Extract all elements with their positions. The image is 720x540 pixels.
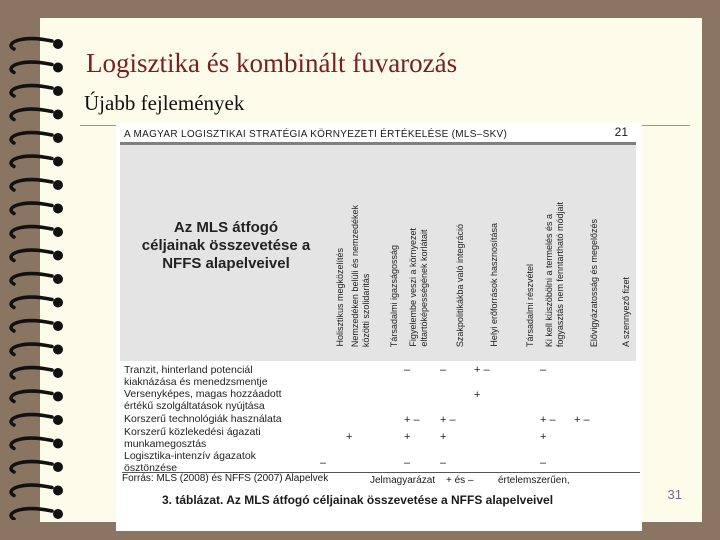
column-header — [564, 167, 600, 347]
legend-symbol: + és – — [446, 475, 474, 486]
box-title-line: Az MLS átfogó — [173, 219, 279, 236]
table-cell-value: + — [346, 431, 353, 443]
spiral-hole — [53, 251, 63, 261]
spiral-hole — [53, 274, 63, 284]
spiral-ring — [11, 62, 52, 72]
legend-label: Jelmagyarázat — [370, 475, 436, 486]
spiral-ring — [11, 297, 52, 307]
table-box-title — [136, 219, 316, 273]
table-caption: 3. táblázat. Az MLS átfogó céljainak összevetése a NFFS alapelveivel — [162, 493, 554, 507]
legend-text: értelemszerűen, — [498, 475, 570, 486]
column-header-text: Elővigyázatosság és megelőzés — [589, 218, 599, 347]
spiral-hole — [53, 392, 63, 402]
spiral-ring — [11, 227, 52, 237]
spiral-hole — [53, 180, 63, 190]
box-title-line: NFFS alapelveivel — [162, 255, 290, 272]
row-label: Logisztika-intenzív ágazatok ösztönzése — [124, 450, 256, 474]
column-header-text: Társadalmi igazságosság — [389, 244, 399, 347]
spiral-hole — [53, 133, 63, 143]
spiral-ring — [11, 509, 52, 519]
table-cell-value: + — [404, 431, 411, 443]
spiral-hole — [53, 298, 63, 308]
table-cell-value: – — [320, 457, 327, 469]
spiral-hole — [53, 439, 63, 449]
column-header-text: Társadalmi részvétel — [525, 263, 535, 347]
spiral-binding-icon — [0, 20, 78, 520]
spiral-hole — [53, 321, 63, 331]
spiral-ring — [11, 368, 52, 378]
column-header-text: Nemzedéken belüli és nemzedékek közötti szolidaritás — [350, 204, 371, 347]
spiral-ring — [11, 321, 52, 331]
table-cell-value: + — [474, 389, 481, 401]
spiral-hole — [53, 462, 63, 472]
row-label: Korszerű közlekedési ágazati munkamegosztás — [124, 426, 261, 450]
spiral-hole — [53, 509, 63, 519]
column-header — [530, 167, 566, 347]
scan-header: A MAGYAR LOGISZTIKAI STRATÉGIA KÖRNYEZETI ÉRTÉKELÉSE (MLS–SKV) — [124, 129, 508, 140]
column-header — [430, 167, 466, 347]
spiral-hole — [53, 227, 63, 237]
spiral-ring — [11, 415, 52, 425]
slide-page-number: 31 — [667, 487, 682, 502]
table-cell-value: + – — [474, 364, 490, 376]
column-header-text: Szakpolitikákba való integráció — [455, 223, 465, 347]
table-cell-value: – — [404, 364, 411, 376]
box-title-line: céljainak összevetése a — [141, 237, 311, 254]
table-cell-value: – — [540, 457, 547, 469]
spiral-ring — [11, 180, 52, 190]
table-cell-value: – — [404, 457, 411, 469]
slide — [40, 18, 702, 522]
row-label: Tranzit, hinterland potenciál kiaknázása és menedzsmentje — [124, 364, 268, 388]
spiral-hole — [53, 204, 63, 214]
spiral-hole — [53, 86, 63, 96]
table-cell-value: – — [540, 364, 547, 376]
table-cell-value: + — [440, 431, 447, 443]
spiral-hole — [53, 415, 63, 425]
spiral-hole — [53, 110, 63, 120]
table-cell-value: + — [540, 431, 547, 443]
table-source: Forrás: MLS (2008) és NFFS (2007) Alapelvek — [122, 473, 329, 484]
spiral-ring — [11, 274, 52, 284]
table-cell-value: + – — [540, 414, 556, 426]
column-header — [394, 167, 430, 347]
column-header-text: Figyelembe veszi a környezet eltartóképességének korlátait — [408, 228, 429, 347]
spiral-hole — [53, 486, 63, 496]
column-header-text: A szennyező fizet — [621, 276, 631, 347]
spiral-hole — [53, 39, 63, 49]
scanned-table-image — [116, 123, 642, 531]
spiral-ring — [11, 438, 52, 448]
spiral-ring — [11, 485, 52, 495]
column-header-text: Ki kell küszöbölni a termelés és a fogyasztás nem fenntartható módjait — [544, 201, 565, 347]
spiral-ring — [11, 86, 52, 96]
spiral-ring — [11, 156, 52, 166]
row-label: Korszerű technológiák használata — [124, 413, 282, 425]
spiral-ring — [11, 391, 52, 401]
table-cell-value: + – — [440, 414, 456, 426]
spiral-ring — [11, 109, 52, 119]
table-cell-value: + – — [574, 414, 590, 426]
spiral-hole — [53, 63, 63, 73]
column-header — [464, 167, 500, 347]
spiral-hole — [53, 345, 63, 355]
scan-page-number: 21 — [614, 125, 628, 139]
table-cell-value: – — [440, 457, 447, 469]
column-header-text: Holisztikus megközelítés — [335, 248, 345, 347]
column-header-text: Helyi erőforrások hasznosítása — [489, 223, 499, 347]
table-cell-value: + – — [404, 414, 420, 426]
slide-title: Logisztika és kombinált fuvarozás — [86, 48, 458, 78]
row-label: Versenyképes, magas hozzáadott értékű szolgáltatások nyújtása — [124, 388, 282, 412]
column-header — [596, 167, 632, 347]
spiral-ring — [11, 344, 52, 354]
table-cell-value: – — [440, 364, 447, 376]
spiral-ring — [11, 203, 52, 213]
spiral-hole — [53, 157, 63, 167]
spiral-ring — [11, 133, 52, 143]
spiral-ring — [11, 39, 52, 49]
spiral-hole — [53, 368, 63, 378]
slide-subtitle: Újabb fejlemények — [84, 91, 245, 115]
spiral-ring — [11, 462, 52, 472]
spiral-ring — [11, 250, 52, 260]
